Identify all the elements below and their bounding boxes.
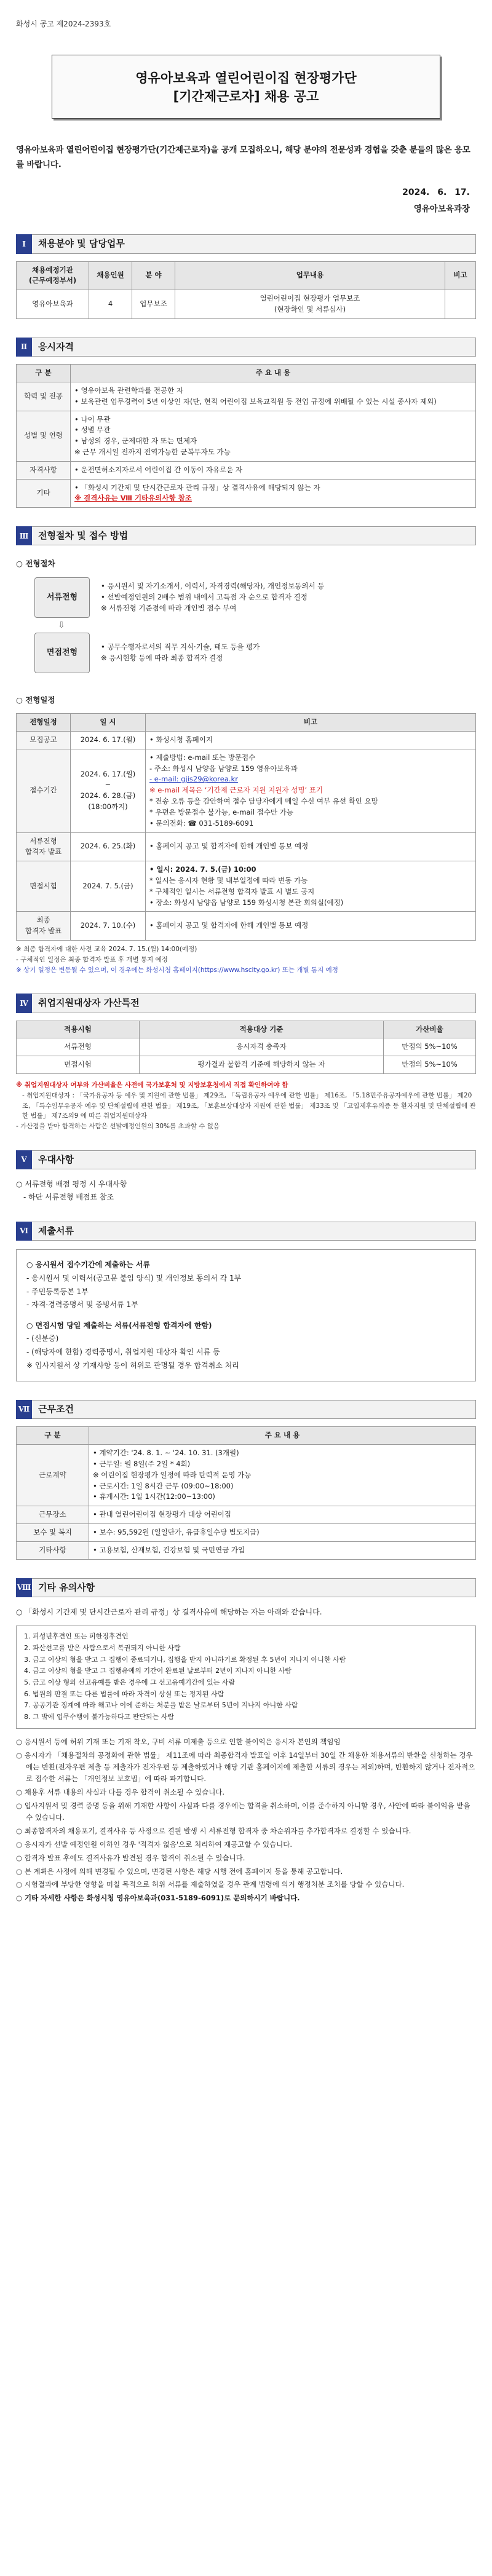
section-7-header [16,1400,476,1419]
table-row [17,1506,476,1524]
docs-title-1: ○ 응시원서 접수기간에 제출하는 서류 [26,1260,151,1270]
list-item: • 고용보험, 산재보험, 건강보험 및 국민연금 가입 [93,1545,245,1554]
section-1-title: 채용분야 및 담당업무 [32,234,476,253]
list-item: • 제출방법: e-mail 또는 방문접수 [149,753,256,762]
table-row [17,411,476,461]
section-5-number: Ⅴ [16,1150,32,1169]
docs-line: - 주민등록등본 1부 [26,1287,89,1296]
list-item: • 영유아보육 관련학과를 전공한 자 [74,385,183,395]
bonus-exam: 면접시험 [17,1056,140,1074]
qual-label: 기타 [17,479,71,508]
list-item: 1. 피성년후견인 또는 피한정후견인 [24,1632,129,1641]
qualification-table [16,364,476,508]
docs-line: ※ 입사지원서 상 기재사항 등이 허위로 판명될 경우 합격취소 처리 [26,1361,239,1370]
list-item: ※ e-mail 제목은 ‘기간제 근로자 지원 지원자 성명’ 표기 [149,786,323,795]
section-2-number: Ⅱ [16,338,32,357]
list-item: • 문의전화: ☎ 031-5189-6091 [149,818,254,828]
list-item: ※ 서류전형 기준점에 따라 개인별 점수 부여 [101,603,237,612]
notice-org: 영유아보육과장 [413,204,470,215]
list-item: • 선발예정인원의 2배수 범위 내에서 고득점 자 순으로 합격자 결정 [101,592,308,601]
flow-step [34,633,476,673]
bonus-target: 응시자격 충족자 [140,1038,384,1056]
section-4-title: 취업지원대상자 가산특전 [32,994,476,1013]
schedule-stage: 접수기간 [17,749,71,832]
work-label: 기타사항 [17,1541,89,1559]
section-3-title: 전형절차 및 접수 방법 [32,526,476,545]
list-item: • 응시원서 및 자기소개서, 이력서, 자격경력(해당자), 개인정보동의서 등 [101,582,325,591]
flow-step-label: 면접전형 [34,633,90,673]
list-item: * 구체적인 일시는 서류전형 합격자 발표 시 별도 공지 [149,887,315,896]
list-item: * 전송 오류 등을 감안하여 접수 담당자에게 메일 수신 여부 유선 확인 요망 [149,797,378,806]
schedule-date: 2024. 7. 5.(금) [71,861,146,912]
recruit-header-field: 분 야 [132,261,175,290]
preference-list [16,1178,476,1203]
table-row [17,1524,476,1542]
schedule-date: 2024. 6. 17.(월) ~ 2024. 6. 28.(금) (18:00까지) [71,749,146,832]
notice-number: 화성시 공고 제2024-2393호 [16,20,111,28]
list-item: • 운전면허소지자로서 어린이집 간 이동이 자유로운 자 [74,465,243,474]
work-label: 근무장소 [17,1506,89,1524]
title-box [52,55,440,119]
list-item: 8. 그 밖에 업무수행이 불가능하다고 판단되는 사람 [24,1713,174,1721]
list-item: ○ 응시원서 등에 허위 기재 또는 기재 착오, 구비 서류 미제출 등으로 인한 불이익은 응시자 본인의 책임임 [16,1737,341,1746]
note-line: ※ 최종 합격자에 대한 사전 교육 2024. 7. 15.(월) 14:00(예정) [16,946,197,954]
schedule-table [16,713,476,941]
section-3-number: Ⅲ [16,526,32,545]
section-6-header [16,1222,476,1241]
list-item: * 일시는 응시자 현황 및 내부일정에 따라 변동 가능 [149,875,308,885]
schedule-note [146,832,476,861]
list-item: • 남성의 경우, 군제대한 자 또는 면제자 [74,437,197,446]
recruit-table [16,261,476,319]
process-flow [16,577,476,673]
schedule-stage: 서류전형 합격자 발표 [17,832,71,861]
flow-step [34,577,476,618]
list-item: ※ 어린이집 현장평가 일정에 따라 탄력적 운영 가능 [93,1470,252,1479]
table-row [17,1056,476,1074]
etc-intro: ○ 「화성시 기간제 및 단시간근로자 관리 규정」상 결격사유에 해당하는 자는 아래와 같습니다. [16,1607,322,1616]
qual-label: 성별 및 연령 [17,411,71,461]
list-item: • 화성시청 홈페이지 [149,735,213,745]
table-row [17,479,476,508]
documents-box [16,1249,476,1381]
schedule-note [146,861,476,912]
work-header-content: 주 요 내 용 [89,1427,476,1445]
email-link[interactable]: - e-mail: gjis29@korea.kr [149,775,238,784]
section-6-title: 제출서류 [32,1222,476,1241]
recruit-header-remark: 비고 [445,261,476,290]
work-label: 보수 및 복지 [17,1524,89,1542]
list-item: ※ 응시현황 등에 따라 최종 합격자 결정 [101,653,223,662]
recruit-org: 영유아보육과 [17,290,89,319]
disqualification-list [24,1631,468,1723]
bonus-header-target: 적용대상 기준 [140,1021,384,1038]
list-item: 6. 법원의 판결 또는 다른 법률에 따라 자격이 상실 또는 정지된 사람 [24,1689,224,1698]
qual-content [71,479,476,508]
intro-text: 영유아보육과 열린어린이집 현장평가단(기간제근로자)을 공개 모집하오니, 해당 분야의 전문성과 경험을 갖춘 분들의 많은 응모를 바랍니다. [16,145,470,170]
section-8-header [16,1578,476,1597]
docs-title-2: ○ 면접시험 당일 제출하는 서류(서류전형 합격자에 한함) [26,1321,212,1330]
list-item: 7. 공공기관 징계에 따라 해고나 이에 준하는 처분을 받은 날로부터 5년이 지나지 아니한 사람 [24,1701,298,1710]
bonus-warning: ※ 취업지원대상자 여부와 가산비율은 사전에 국가보훈처 및 지방보훈청에서 직접 확인하여야 함 [16,1081,288,1089]
process-subhead: ○ 전형절차 [16,559,55,569]
qual-content [71,382,476,411]
list-item: - 주소: 화성시 남양읍 남양로 159 영유아보육과 [149,764,298,773]
flow-step-label: 서류전형 [34,577,90,618]
arrow-down-icon: ⇩ [58,620,65,630]
list-item: • 근로시간: 1일 8시간 근무 (09:00~18:00) [93,1481,234,1490]
docs-line: - (해당자에 한함) 경력증명서, 취업지원 대상자 확인 서류 등 [26,1347,220,1356]
list-item: • 보수: 95,592원 (일일단가, 유급휴일수당 별도지급) [93,1528,260,1537]
section-1-header [16,234,476,253]
table-row [17,749,476,832]
schedule-subhead: ○ 전형일정 [16,695,55,705]
list-item: ○ 입사지원서 및 경력 증명 등을 위해 기재한 사항이 사실과 다를 경우에는 합격을 취소하며, 이를 준수하지 아니할 경우, 사안에 따라 불이익을 받을 수 있습니다. [16,1801,470,1822]
table-row [17,732,476,749]
list-item: ※ 결격사유는 Ⅷ 기타유의사항 참조 [74,494,192,503]
schedule-date: 2024. 7. 10.(수) [71,912,146,941]
schedule-header-note: 비고 [146,714,476,732]
qual-header-category: 구 분 [17,365,71,382]
list-item: ○ 응시자가 선발 예정인원 이하인 경우 '적격자 없음'으로 처리하여 재공고할 수 있습니다. [16,1839,293,1849]
qual-content [71,461,476,479]
list-item: 2. 파산선고를 받은 사람으로서 복권되지 아니한 사람 [24,1644,181,1652]
list-item: • 장소: 화성시 남양읍 남양로 159 화성시청 본관 회의실(예정) [149,898,344,907]
recruit-header-count: 채용인원 [89,261,132,290]
list-item: • 홈페이지 공고 및 합격자에 한해 개인별 통보 예정 [149,921,309,930]
bonus-target: 평가결과 불합격 기준에 해당하지 않는 자 [140,1056,384,1074]
list-item: • 나이 무관 [74,414,111,424]
homepage-link[interactable]: ※ 상기 일정은 변동될 수 있으며, 이 경우에는 화성시청 홈페이지(https://www.hscity.go.kr) 또는 개별 통지 예정 [16,966,338,974]
section-8-number: Ⅷ [16,1578,32,1597]
flow-step-desc [101,579,476,616]
work-content [89,1506,476,1524]
docs-line: - 응시원서 및 이력서(공고문 붙임 양식) 및 개인정보 동의서 각 1부 [26,1273,242,1282]
section-2-header [16,338,476,357]
section-1-number: Ⅰ [16,234,32,253]
schedule-stage: 최종 합격자 발표 [17,912,71,941]
list-item: 3. 금고 이상의 형을 받고 그 집행이 종료되거나, 집행을 받지 아니하기로 확정된 후 5년이 지나지 아니한 사람 [24,1655,346,1664]
section-7-title: 근무조건 [32,1400,476,1419]
bonus-ratio: 만점의 5%~10% [384,1056,476,1074]
list-item: • 홈페이지 공고 및 합격자에 한해 개인별 통보 예정 [149,842,309,851]
table-row [17,861,476,912]
table-row [17,461,476,479]
work-content [89,1445,476,1506]
notice-items [16,1736,476,1905]
disqualification-box [16,1626,476,1729]
list-item: ○ 최종합격자의 채용포기, 결격사유 등 사정으로 결원 발생 시 서류전형 합격자 중 차순위자를 추가합격자로 결정할 수 있습니다. [16,1826,411,1835]
recruit-duty: 열린어린이집 현장평가 업무보조 (현장확인 및 서류심사) [175,290,445,319]
bonus-ratio: 만점의 5%~10% [384,1038,476,1056]
work-label: 근로계약 [17,1445,89,1506]
list-item: • 관내 열린어린이집 현장평가 대상 어린이집 [93,1510,232,1519]
work-header-category: 구 분 [17,1427,89,1445]
table-row [17,1038,476,1056]
work-content [89,1524,476,1542]
qual-label: 자격사항 [17,461,71,479]
list-item: • 일시: 2024. 7. 5.(금) 10:00 [149,865,256,874]
bonus-header-ratio: 가산비율 [384,1021,476,1038]
list-item: ○ 본 계획은 사정에 의해 변경될 수 있으며, 변경된 사항은 해당 시행 전에 홈페이지 등을 통해 공고합니다. [16,1867,343,1876]
note-line: - 가산점을 받아 합격하는 사람은 선발예정인원의 30%를 초과할 수 없음 [16,1123,220,1131]
section-2-title: 응시자격 [32,338,476,357]
list-item: ○ 채용후 서류 내용의 사실과 다를 경우 합격이 취소될 수 있습니다. [16,1787,225,1796]
table-row [17,1541,476,1559]
title-line-1: 영유아보육과 열린어린이집 현장평가단 [135,70,357,85]
work-content [89,1541,476,1559]
list-item: • 근무일: 월 8일(주 2일 * 4회) [93,1459,191,1468]
section-8-title: 기타 유의사항 [32,1578,476,1597]
recruit-field: 업무보조 [132,290,175,319]
schedule-note [146,912,476,941]
table-row [17,1445,476,1506]
recruit-remark [445,290,476,319]
table-row [17,382,476,411]
bonus-exam: 서류전형 [17,1038,140,1056]
section-4-header [16,994,476,1013]
schedule-date: 2024. 6. 25.(화) [71,832,146,861]
list-item: ○ 시험결과에 부당한 영향을 미칠 목적으로 허위 서류를 제출하였을 경우 관계 법령에 의거 행정처분 조치를 당할 수 있습니다. [16,1880,405,1889]
note-line: - 취업지원대상자 : 「국가유공자 등 예우 및 지원에 관한 법률」 제29조, 「독립유공자 예우에 관한 법률」 제16조, 「5.18민주유공자예우에 관한 법률」 제20조, 「특수임무유공자 예우 및 단체설립에 관한 법률」 제19조, 「보훈보상대상자 지원에 관한 법률」 제33조 및 「고엽제후유의증 등 환자지원 및 단체설립에 관한 법률」 제7조의9 에 따른 취업지원대상자 [22,1091,476,1120]
list-item: • 성별 무관 [74,425,111,435]
list-item: • 「화성시 기간제 및 단시간근로자 관리 규정」상 결격사유에 해당되지 않는 자 [74,483,320,492]
bonus-notes [16,1080,476,1132]
section-7-number: Ⅶ [16,1400,32,1419]
work-conditions-table [16,1426,476,1559]
table-row [17,290,476,319]
schedule-note [146,749,476,832]
recruit-header-org: 채용예정기관 (근무예정부서) [17,261,89,290]
schedule-notes [16,944,476,975]
section-5-header [16,1150,476,1169]
list-item: • 휴게시간: 1일 1시간(12:00~13:00) [93,1492,215,1501]
section-5-title: 우대사항 [32,1150,476,1169]
schedule-stage: 면접시험 [17,861,71,912]
pref-line: - 하단 서류전형 배점표 참조 [23,1192,114,1201]
section-6-number: Ⅵ [16,1222,32,1241]
list-item: * 우편은 방문접수 불가능, e-mail 접수만 가능 [149,807,293,816]
bonus-header-exam: 적용시험 [17,1021,140,1038]
qual-label: 학력 및 전공 [17,382,71,411]
notice-date: 2024. 6. 17. [402,187,470,197]
qual-header-content: 주 요 내 용 [71,365,476,382]
docs-line: - (신분증) [26,1334,59,1343]
schedule-note [146,732,476,749]
table-row [17,912,476,941]
list-item: • 보육관련 업무경력이 5년 이상인 자(단, 현직 어린이집 보육교직원 등 전업 규정에 위배될 수 있는 시설 종사자 제외) [74,397,437,406]
qual-content [71,411,476,461]
schedule-header-stage: 전형일정 [17,714,71,732]
pref-line: ○ 서류전형 배점 평정 시 우대사항 [16,1180,127,1189]
schedule-header-date: 일 시 [71,714,146,732]
recruit-header-duty: 업무내용 [175,261,445,290]
flow-step-desc [101,639,476,666]
section-4-number: Ⅳ [16,994,32,1013]
list-item: ※ 근무 개시일 전까지 전역가능한 군복무자도 가능 [74,447,231,456]
list-item: ○ 응시자가 「채용절차의 공정화에 관한 법률」 제11조에 따라 최종합격자 발표일 이후 14일부터 30일 간 채용한 채용서류의 반환을 신청하는 경우에는 반환(전자우편 제출 등 제출자가 전자우편 등 제출하였거나 해당 기관 홈페이지에 제출한 서류의 경우는 제외)하며, 반환하지 않거나 전자적으로 접수한 서류는 「개인정보 보호법」에 따라 파기합니다. [16,1750,475,1783]
title-line-2: [기간제근로자] 채용 공고 [173,89,319,105]
list-item: 5. 금고 이상 형의 선고유예를 받은 경우에 그 선고유예기간에 있는 사람 [24,1678,235,1687]
list-item: • 공무수행자로서의 직무 지식·기술, 태도 등을 평가 [101,642,260,652]
spacer [26,1312,466,1319]
docs-line: - 자격·경력증명서 및 증빙서류 1부 [26,1300,138,1310]
list-item: ○ 합격자 발표 후에도 결격사유가 발견될 경우 합격이 취소될 수 있습니다. [16,1853,245,1862]
note-line: - 구체적인 일정은 최종 합격자 발표 후 개별 통지 예정 [16,955,168,963]
schedule-stage: 모집공고 [17,732,71,749]
list-item: • 계약기간: '24. 8. 1. ~ '24. 10. 31. (3개월) [93,1448,239,1458]
table-row [17,832,476,861]
bonus-table [16,1021,476,1074]
list-item: ○ 기타 자세한 사항은 화성시청 영유아보육과(031-5189-6091)로 문의하시기 바랍니다. [16,1894,300,1903]
recruit-count: 4 [89,290,132,319]
section-3-header [16,526,476,545]
list-item: 4. 금고 이상의 형을 받고 그 집행유예의 기간이 완료된 날로부터 2년이 지나지 아니한 사람 [24,1667,292,1675]
schedule-date: 2024. 6. 17.(월) [71,732,146,749]
